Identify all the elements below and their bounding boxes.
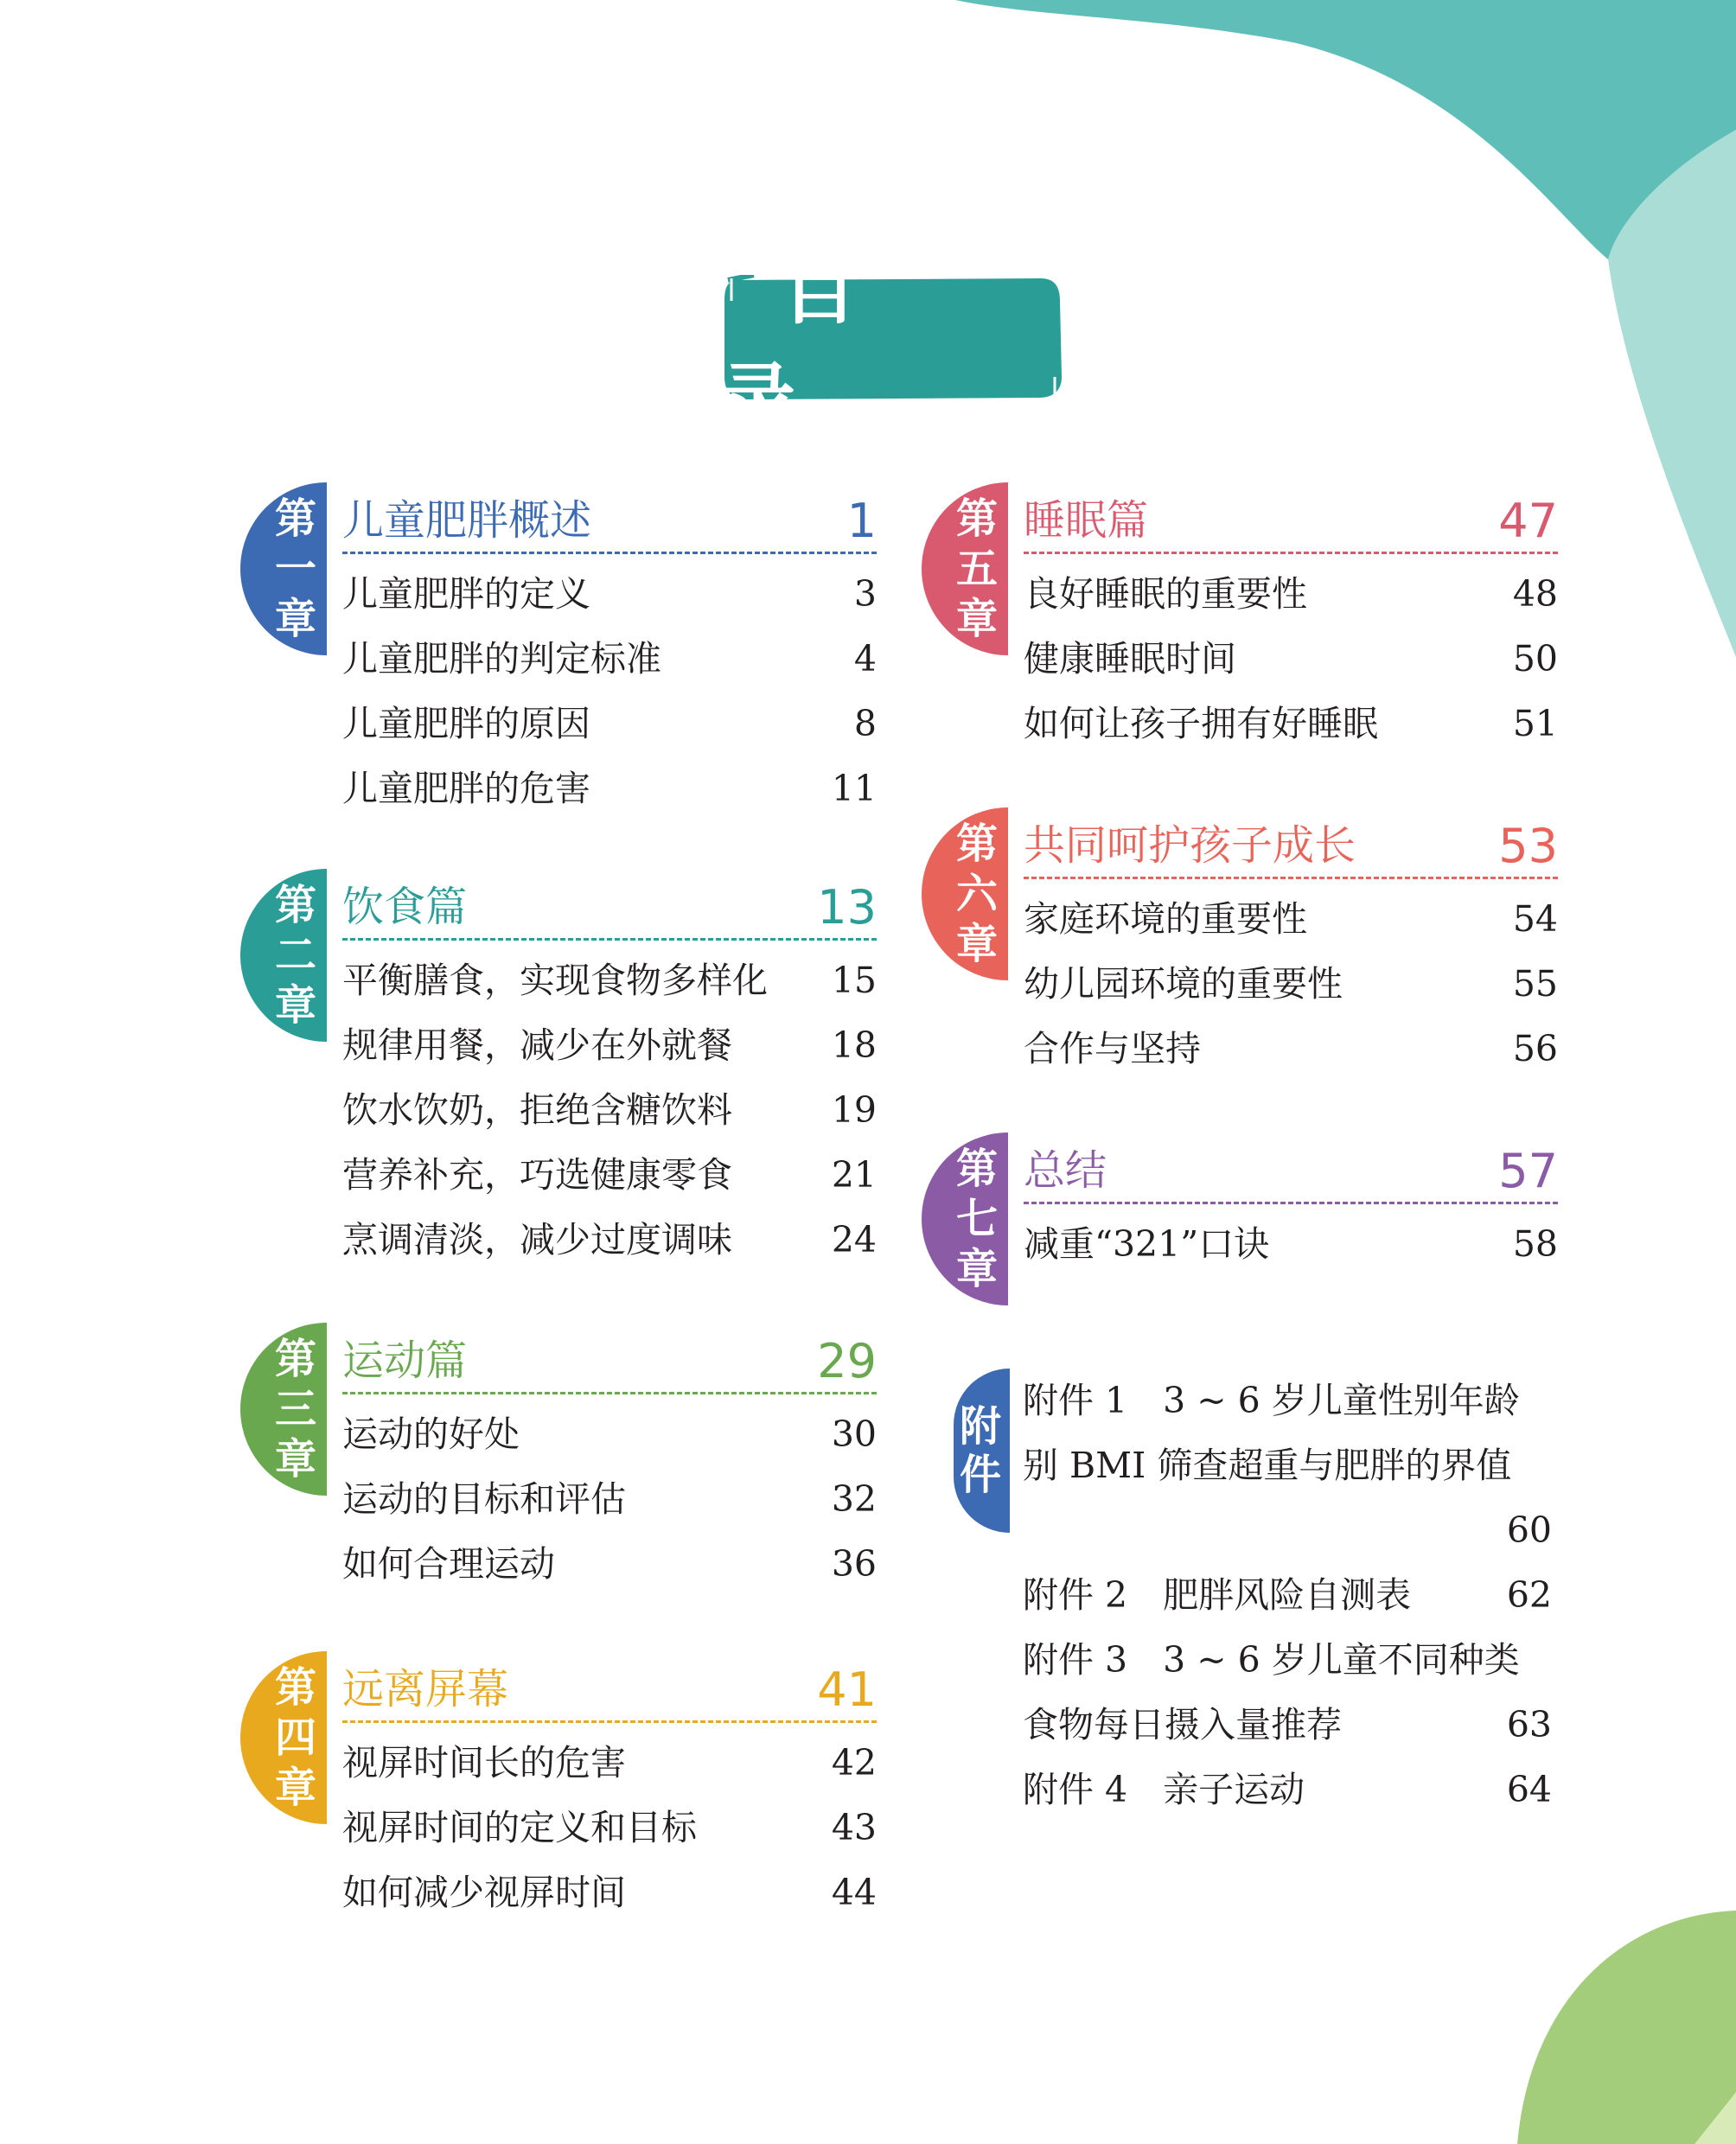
chapter-items xyxy=(342,948,877,1273)
chapter-page-number: 53 xyxy=(1498,819,1558,873)
appendix-entry[interactable] xyxy=(954,1758,1552,1822)
toc-entry-title: 烹调清淡，减少过度调味 xyxy=(342,1219,732,1260)
chapter-tab-label xyxy=(271,1323,320,1496)
toc-entry-title: 规律用餐，减少在外就餐 xyxy=(342,1024,732,1066)
toc-entry-page: 18 xyxy=(831,1024,877,1066)
appendix-tab-char: 附 xyxy=(959,1402,1001,1451)
appendix-entry-page: 63 xyxy=(1506,1704,1552,1745)
appendix-entry-page: 64 xyxy=(1506,1769,1552,1810)
toc-entry-title: 减重“321”口诀 xyxy=(1024,1223,1270,1265)
appendix-entry[interactable] xyxy=(954,1369,1552,1433)
chapter-tab-char: 第 xyxy=(274,495,316,543)
chapter-tab-char: 第 xyxy=(955,820,998,868)
toc-entry-page: 56 xyxy=(1512,1028,1558,1069)
toc-entry-page: 11 xyxy=(831,768,877,809)
page-title: 目 录 xyxy=(719,246,921,443)
chapter-page-number: 47 xyxy=(1498,494,1558,548)
toc-entry-title: 幼儿园环境的重要性 xyxy=(1024,963,1343,1005)
appendix-tab-char: 件 xyxy=(959,1451,1001,1499)
chapter-tab-char: 第 xyxy=(955,1145,998,1193)
toc-entry[interactable] xyxy=(342,1208,877,1273)
chapter-header[interactable] xyxy=(1024,1146,1558,1204)
appendix-tab-label xyxy=(954,1369,1007,1533)
chapter-title: 儿童肥胖概述 xyxy=(342,496,592,545)
toc-entry-page: 55 xyxy=(1512,963,1558,1005)
chapter-page-number: 29 xyxy=(817,1334,877,1388)
appendix-entry-title: 附件 4 亲子运动 xyxy=(1023,1769,1305,1810)
chapter-title: 运动篇 xyxy=(342,1337,468,1385)
chapter-tab-label xyxy=(271,1651,320,1824)
toc-entry-page: 30 xyxy=(831,1413,877,1455)
toc-entry[interactable] xyxy=(1024,1017,1558,1082)
toc-entry-title: 儿童肥胖的危害 xyxy=(342,768,590,809)
chapter-tab-char: 章 xyxy=(274,1435,316,1484)
appendix-entry[interactable] xyxy=(954,1628,1552,1693)
toc-entry-title: 健康睡眠时间 xyxy=(1024,638,1236,680)
toc-entry-title: 良好睡眠的重要性 xyxy=(1024,573,1307,615)
chapter-title: 总结 xyxy=(1024,1146,1107,1195)
appendix-entry-title: 附件 1 3 ~ 6 岁儿童性别年龄 xyxy=(1023,1380,1520,1421)
toc-entry-title: 视屏时间长的危害 xyxy=(342,1742,626,1783)
toc-entry[interactable] xyxy=(1024,692,1558,756)
chapter-page-number: 41 xyxy=(817,1662,877,1717)
toc-entry-page: 48 xyxy=(1512,573,1558,615)
toc-entry[interactable] xyxy=(342,1013,877,1078)
chapter-title: 睡眠篇 xyxy=(1024,496,1149,545)
chapter-tab-char: 第 xyxy=(955,495,998,543)
toc-entry-page: 43 xyxy=(831,1807,877,1848)
appendix-entry-title: 别 BMI 筛查超重与肥胖的界值 xyxy=(1023,1445,1512,1486)
appendix-entry-title: 附件 2 肥胖风险自测表 xyxy=(1023,1574,1412,1616)
chapter-header[interactable] xyxy=(342,496,877,554)
toc-entry[interactable] xyxy=(1024,952,1558,1017)
toc-entry-page: 19 xyxy=(831,1089,877,1131)
toc-entry[interactable] xyxy=(1024,627,1558,692)
toc-entry-title: 合作与坚持 xyxy=(1024,1028,1201,1069)
toc-entry[interactable] xyxy=(1024,562,1558,627)
toc-entry[interactable] xyxy=(342,1078,877,1143)
chapter-tab-char: 第 xyxy=(274,1335,316,1383)
chapter-tab-char: 章 xyxy=(274,981,316,1030)
toc-entry[interactable] xyxy=(342,627,877,692)
chapter-tab-char: 章 xyxy=(955,920,998,968)
chapter-title: 共同呵护孩子成长 xyxy=(1024,821,1356,870)
chapter-tab-char: 一 xyxy=(274,545,316,593)
chapter-title: 远离屏幕 xyxy=(342,1665,509,1713)
chapter-tab-char: 五 xyxy=(955,545,998,593)
toc-entry-page: 50 xyxy=(1512,638,1558,680)
chapter-tab-char: 第 xyxy=(274,881,316,929)
toc-entry[interactable] xyxy=(1024,887,1558,952)
toc-entry-title: 如何减少视屏时间 xyxy=(342,1872,626,1913)
toc-entry[interactable] xyxy=(1024,1212,1558,1277)
chapter-tab-char: 二 xyxy=(274,931,316,979)
chapter-items xyxy=(342,1731,877,1925)
chapter-header[interactable] xyxy=(342,880,877,941)
toc-entry-title: 儿童肥胖的判定标准 xyxy=(342,638,661,680)
toc-entry-title: 如何让孩子拥有好睡眠 xyxy=(1024,703,1378,744)
chapter-tab-char: 四 xyxy=(274,1713,316,1762)
toc-entry-title: 儿童肥胖的定义 xyxy=(342,573,590,615)
appendix-entry-title: 附件 3 3 ~ 6 岁儿童不同种类 xyxy=(1023,1639,1520,1681)
chapter-tab-char: 章 xyxy=(955,1245,998,1293)
appendix-entry-page: 62 xyxy=(1506,1574,1552,1616)
toc-entry[interactable] xyxy=(342,1402,877,1467)
toc-entry-title: 如何合理运动 xyxy=(342,1543,555,1585)
toc-entry-page: 32 xyxy=(831,1478,877,1520)
chapter-tab-char: 章 xyxy=(274,1764,316,1812)
chapter-tab-char: 七 xyxy=(955,1195,998,1243)
chapter-tab-char: 三 xyxy=(274,1385,316,1433)
chapter-header[interactable] xyxy=(1024,496,1558,554)
toc-entry-page: 42 xyxy=(831,1742,877,1783)
chapter-items xyxy=(1024,562,1558,756)
chapter-header[interactable] xyxy=(1024,821,1558,879)
appendix-entry-page: 60 xyxy=(1506,1509,1552,1551)
chapter-tab-label xyxy=(271,869,320,1042)
chapter-tab-label xyxy=(953,807,1001,980)
toc-entry-title: 运动的目标和评估 xyxy=(342,1478,626,1520)
appendix-entry[interactable] xyxy=(954,1433,1552,1498)
toc-entry-page: 21 xyxy=(831,1154,877,1196)
toc-entry[interactable] xyxy=(342,1143,877,1208)
toc-entry-title: 饮水饮奶，拒绝含糖饮料 xyxy=(342,1089,732,1131)
chapter-tab-label xyxy=(271,482,320,655)
chapter-items xyxy=(1024,887,1558,1082)
chapter-tab-label xyxy=(953,482,1001,655)
toc-entry-page: 54 xyxy=(1512,898,1558,940)
toc-entry-page: 58 xyxy=(1512,1223,1558,1265)
toc-entry-title: 运动的好处 xyxy=(342,1413,520,1455)
toc-entry-page: 15 xyxy=(831,960,877,1001)
chapter-tab-label xyxy=(953,1133,1001,1305)
toc-entry-page: 24 xyxy=(831,1219,877,1260)
toc-entry[interactable] xyxy=(342,1532,877,1597)
toc-entry[interactable] xyxy=(342,1731,877,1796)
toc-entry[interactable] xyxy=(342,692,877,756)
toc-entry[interactable] xyxy=(342,756,877,821)
chapter-page-number: 57 xyxy=(1498,1144,1558,1198)
chapter-title: 饮食篇 xyxy=(342,883,468,931)
toc-entry-page: 8 xyxy=(853,703,877,744)
toc-entry-title: 家庭环境的重要性 xyxy=(1024,898,1307,940)
chapter-tab-char: 章 xyxy=(955,595,998,643)
toc-entry-title: 营养补充，巧选健康零食 xyxy=(342,1154,732,1196)
chapter-tab-char: 第 xyxy=(274,1663,316,1712)
chapter-items xyxy=(342,562,877,821)
toc-entry-page: 44 xyxy=(831,1872,877,1913)
toc-entry-page: 51 xyxy=(1512,703,1558,744)
toc-entry[interactable] xyxy=(342,562,877,627)
toc-entry-title: 儿童肥胖的原因 xyxy=(342,703,590,744)
chapter-items xyxy=(1024,1212,1558,1277)
appendix-entry[interactable] xyxy=(954,1498,1552,1563)
toc-entry-page: 36 xyxy=(831,1543,877,1585)
chapter-items xyxy=(342,1402,877,1597)
toc-entry-page: 3 xyxy=(853,573,877,615)
appendix-section xyxy=(954,1369,1552,1822)
toc-entry-title: 平衡膳食，实现食物多样化 xyxy=(342,960,768,1001)
appendix-entry[interactable] xyxy=(954,1563,1552,1628)
appendix-entry[interactable] xyxy=(954,1693,1552,1758)
toc-entry-page: 4 xyxy=(853,638,877,680)
chapter-tab-char: 章 xyxy=(274,595,316,643)
toc-entry[interactable] xyxy=(342,1860,877,1925)
chapter-tab-char: 六 xyxy=(955,870,998,918)
toc-entry-title: 视屏时间的定义和目标 xyxy=(342,1807,697,1848)
chapter-header[interactable] xyxy=(342,1334,877,1394)
toc-entry[interactable] xyxy=(342,1796,877,1860)
chapter-page-number: 1 xyxy=(846,494,877,548)
toc-entry[interactable] xyxy=(342,1467,877,1532)
toc-entry[interactable] xyxy=(342,948,877,1013)
chapter-page-number: 13 xyxy=(817,880,877,935)
appendix-entry-title: 食物每日摄入量推荐 xyxy=(1023,1704,1342,1745)
chapter-header[interactable] xyxy=(342,1662,877,1723)
